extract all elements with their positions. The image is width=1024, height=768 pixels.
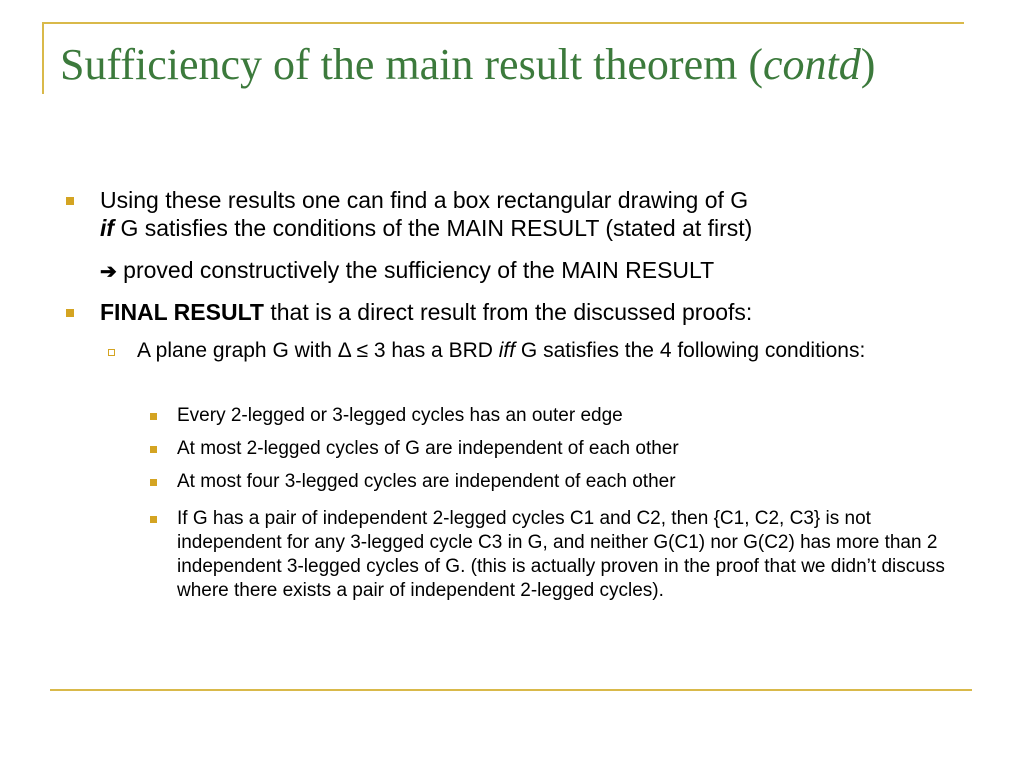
hollow-square-bullet-icon — [108, 349, 115, 356]
sub-after: G satisfies the 4 following conditions: — [515, 339, 866, 362]
arrow-right-icon: ➔ — [100, 261, 117, 283]
bottom-rule — [50, 689, 972, 691]
bullet-square-icon — [66, 309, 74, 317]
final-result-rest: that is a direct result from the discussed proofs: — [263, 299, 753, 325]
top-rule — [42, 22, 964, 24]
bullet-1-line-2: G satisfies the conditions of the MAIN RESULT (stated at first) — [114, 215, 753, 241]
final-result-label: FINAL RESULT — [100, 299, 264, 325]
title-italic: contd — [762, 40, 861, 89]
bullet-square-icon — [150, 479, 157, 486]
condition-item: At most 2-legged cycles of G are independent of each other — [177, 438, 679, 459]
if-word: if — [100, 215, 115, 241]
bullet-square-icon — [150, 446, 157, 453]
bullet-square-icon — [150, 516, 157, 523]
title-close: ) — [860, 40, 876, 89]
implication-line — [100, 256, 980, 286]
iff-word: iff — [498, 339, 516, 362]
left-rule — [42, 22, 44, 94]
condition-item: At most four 3-legged cycles are independent of each other — [177, 471, 676, 492]
implication-text: proved constructively the sufficiency of the MAIN RESULT — [116, 257, 715, 283]
bullet-square-icon — [66, 197, 74, 205]
bullet-1-text — [100, 186, 980, 242]
title-main: Sufficiency of the main result theorem ( — [60, 40, 763, 89]
bullet-1-line-1: Using these results one can find a box rectangular drawing of G — [100, 187, 749, 213]
bullet-square-icon — [150, 413, 157, 420]
bullet-2-text — [100, 298, 980, 326]
condition-item: If G has a pair of independent 2-legged cycles C1 and C2, then {C1, C2, C3} is not independent for any 3-legged cycle C3 in G, and neither G(C1) nor G(C2) has more than 2 independent 3-legged cycles of G. (this is actually proven in the proof that we didn’t discuss where there exists a pair of independent 2-legged cycles). — [177, 508, 945, 601]
condition-item: Every 2-legged or 3-legged cycles has an outer edge — [177, 405, 623, 426]
sub-bullet-text — [137, 338, 877, 364]
slide-title — [60, 38, 1020, 92]
sub-before: A plane graph G with Δ ≤ 3 has a BRD — [137, 339, 499, 362]
